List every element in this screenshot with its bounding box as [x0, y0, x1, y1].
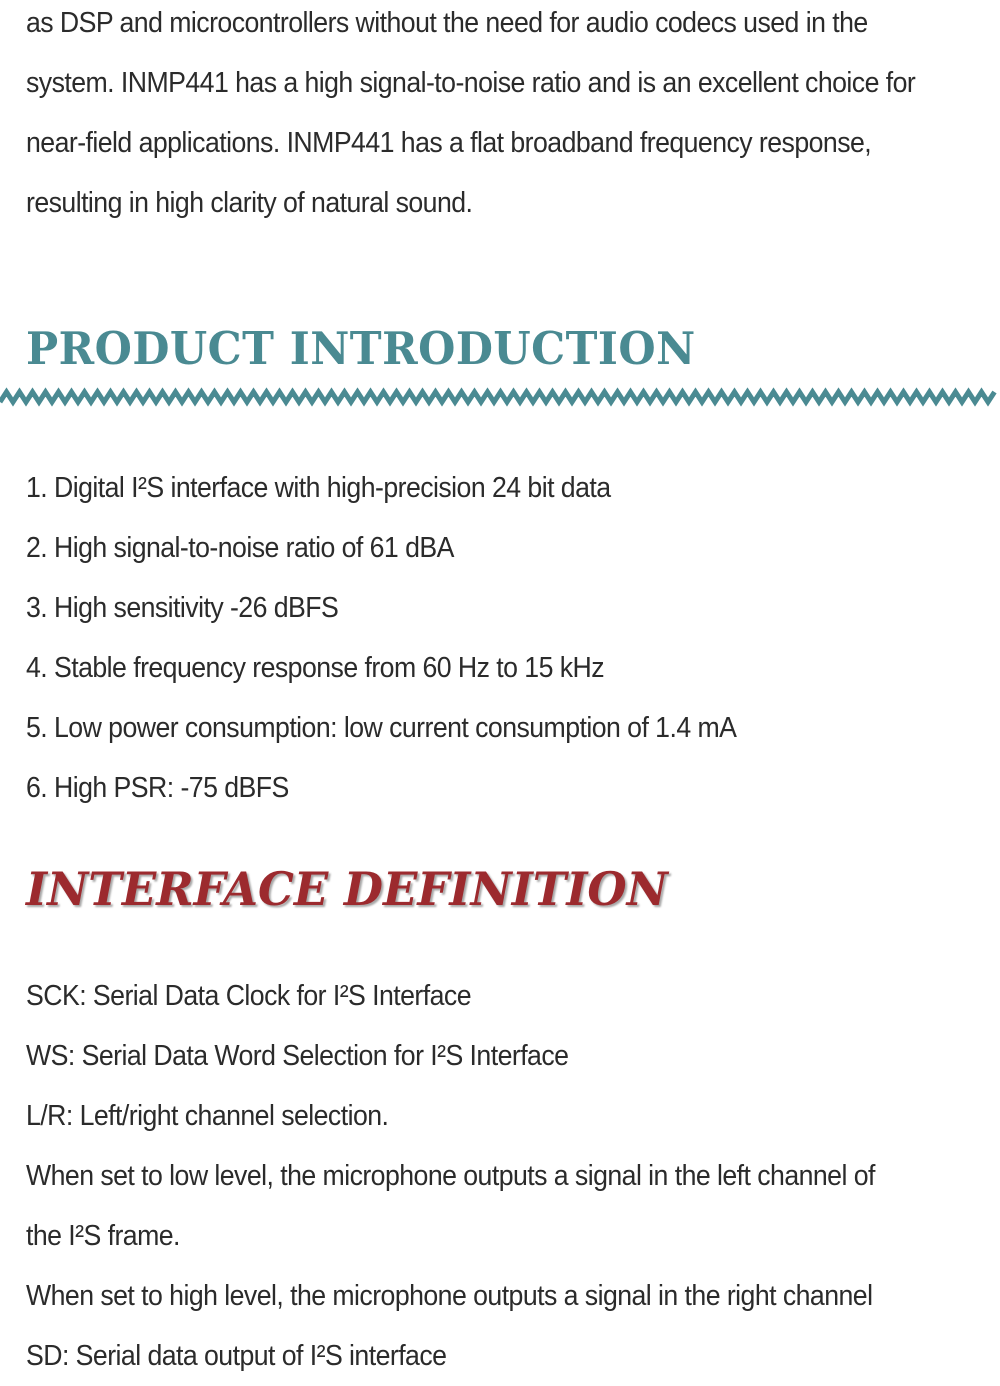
product-introduction-heading: PRODUCT INTRODUCTION — [26, 322, 696, 375]
interface-definition-list — [26, 966, 983, 1386]
interface-line: the I²S frame. — [26, 1220, 180, 1252]
intro-line: resulting in high clarity of natural sound. — [26, 187, 473, 219]
interface-line: WS: Serial Data Word Selection for I²S Interface — [26, 1040, 569, 1072]
feature-item: 6. High PSR: -75 dBFS — [26, 772, 289, 804]
feature-item: 2. High signal-to-noise ratio of 61 dBA — [26, 532, 454, 564]
interface-line: When set to high level, the microphone outputs a signal in the right channel — [26, 1280, 873, 1312]
feature-item: 1. Digital I²S interface with high-precision 24 bit data — [26, 472, 611, 504]
intro-line: as DSP and microcontrollers without the need for audio codecs used in the — [26, 7, 868, 39]
feature-item: 5. Low power consumption: low current consumption of 1.4 mA — [26, 712, 737, 744]
intro-paragraph — [26, 0, 916, 233]
interface-line: SCK: Serial Data Clock for I²S Interface — [26, 980, 471, 1012]
interface-line: SD: Serial data output of I²S interface — [26, 1340, 447, 1372]
feature-list — [26, 458, 736, 818]
feature-item: 3. High sensitivity -26 dBFS — [26, 592, 339, 624]
interface-line: L/R: Left/right channel selection. — [26, 1100, 389, 1132]
zigzag-divider — [0, 388, 1000, 406]
interface-line: When set to low level, the microphone outputs a signal in the left channel of — [26, 1160, 875, 1192]
feature-item: 4. Stable frequency response from 60 Hz to 15 kHz — [26, 652, 605, 684]
intro-line: system. INMP441 has a high signal-to-noise ratio and is an excellent choice for — [26, 67, 916, 99]
intro-line: near-field applications. INMP441 has a flat broadband frequency response, — [26, 127, 872, 159]
interface-definition-heading: INTERFACE DEFINITION — [26, 862, 668, 916]
